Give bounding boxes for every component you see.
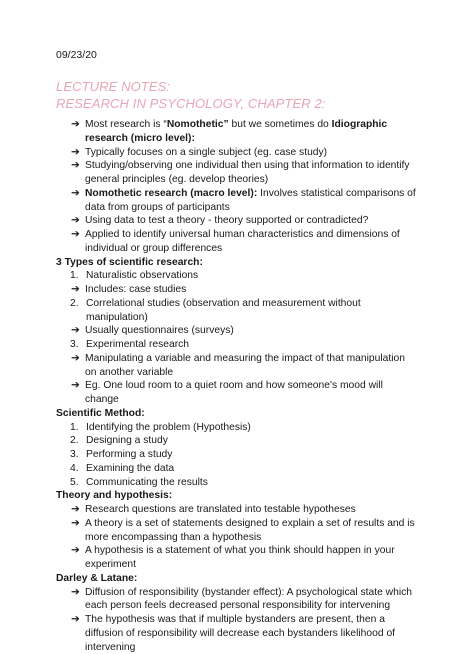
numbered-item xyxy=(56,448,418,462)
arrow-icon: ➔ xyxy=(71,545,80,557)
arrow-icon: ➔ xyxy=(71,586,80,598)
arrow-icon: ➔ xyxy=(71,229,80,240)
arrow-icon: ➔ xyxy=(71,215,80,227)
item-text: Designing a study xyxy=(86,435,168,447)
intro-item xyxy=(56,228,418,256)
item-text: Identifying the problem (Hypothesis) xyxy=(86,421,251,433)
arrow-item xyxy=(56,324,418,338)
intro-item xyxy=(56,187,418,215)
arrow-item xyxy=(56,283,418,297)
arrow-item xyxy=(56,503,418,517)
item-number: 1. xyxy=(70,270,79,282)
item-text: A hypothesis is a statement of what you think should happen in your experiment xyxy=(85,545,395,570)
arrow-item xyxy=(56,379,418,407)
numbered-item xyxy=(56,434,418,448)
numbered-item xyxy=(56,297,418,325)
item-text: The hypothesis was that if multiple bystanders are present, then a diffusion of responsibility will decrease each bystanders likelihood of intervening xyxy=(85,614,396,653)
arrow-icon: ➔ xyxy=(71,160,80,172)
arrow-icon: ➔ xyxy=(71,284,80,295)
numbered-item xyxy=(56,421,418,435)
item-text: A theory is a set of statements designed to explain a set of results and is more encompassing than a hypothesis xyxy=(85,517,415,543)
arrow-item xyxy=(56,517,418,545)
arrow-icon: ➔ xyxy=(71,119,80,130)
text-span: Involves statistical comparisons of data from groups of participants xyxy=(85,187,416,213)
arrow-item xyxy=(56,352,418,380)
title-line-1: LECTURE NOTES: xyxy=(56,79,171,94)
item-text: Manipulating a variable and measuring the impact of that manipulation on another variable xyxy=(85,352,405,378)
numbered-item xyxy=(56,338,418,352)
intro-item-text xyxy=(85,187,418,215)
notes-body xyxy=(56,118,418,654)
item-text: Naturalistic observations xyxy=(86,270,199,282)
numbered-item xyxy=(56,476,418,490)
section-heading-darley: Darley & Latane: xyxy=(56,572,138,584)
intro-item xyxy=(56,214,418,228)
bold-term: Nomothetic” xyxy=(166,119,229,130)
arrow-icon: ➔ xyxy=(71,614,80,625)
item-number: 3. xyxy=(70,449,79,460)
numbered-item xyxy=(56,462,418,476)
item-number: 2. xyxy=(70,297,79,309)
arrow-icon: ➔ xyxy=(71,146,80,158)
bold-term: Nomothetic research (macro level): xyxy=(85,187,258,199)
item-text: Diffusion of responsibility (bystander effect): A psychological state which each person feels decreased personal responsibility for intervening xyxy=(85,586,413,612)
item-number: 2. xyxy=(70,435,79,447)
item-number: 5. xyxy=(70,476,79,488)
item-text: Research questions are translated into testable hypotheses xyxy=(85,504,356,515)
arrow-item xyxy=(56,613,418,654)
arrow-icon: ➔ xyxy=(71,352,80,364)
section-heading-theory: Theory and hypothesis: xyxy=(56,490,173,502)
arrow-icon: ➔ xyxy=(71,325,80,337)
item-number: 1. xyxy=(70,421,79,433)
item-text: Examining the data xyxy=(86,462,175,474)
section-heading-method: Scientific Method: xyxy=(56,407,145,419)
intro-item-text: Typically focuses on a single subject (eg. case study) xyxy=(85,146,328,158)
item-text: Usually questionnaires (surveys) xyxy=(85,325,234,337)
intro-item-text: Applied to identify universal human characteristics and dimensions of individual or group differences xyxy=(85,229,400,254)
text-span: Most research is “ xyxy=(85,119,167,130)
item-number: 3. xyxy=(70,339,79,350)
arrow-icon: ➔ xyxy=(71,504,80,515)
item-text: Performing a study xyxy=(86,449,173,460)
item-text: Eg. One loud room to a quiet room and how someone's mood will change xyxy=(85,380,383,405)
arrow-icon: ➔ xyxy=(71,187,80,199)
arrow-icon: ➔ xyxy=(71,380,80,392)
arrow-item xyxy=(56,586,418,614)
item-text: Correlational studies (observation and measurement without manipulation) xyxy=(86,297,361,323)
item-text: Includes: case studies xyxy=(85,284,187,295)
item-text: Experimental research xyxy=(86,339,190,350)
section-heading-types: 3 Types of scientific research: xyxy=(56,256,203,268)
intro-item-text xyxy=(85,118,418,146)
item-text: Communicating the results xyxy=(86,476,208,488)
intro-item-text: Studying/observing one individual then using that information to identify general principles (eg. develop theories) xyxy=(85,160,410,185)
arrow-item xyxy=(56,544,418,572)
intro-item xyxy=(56,118,418,146)
numbered-item xyxy=(56,269,418,283)
intro-item xyxy=(56,146,418,160)
title-line-2: RESEARCH IN PSYCHOLOGY, CHAPTER 2: xyxy=(56,96,326,111)
intro-item-text: Using data to test a theory - theory supported or contradicted? xyxy=(85,215,369,227)
item-number: 4. xyxy=(70,462,79,474)
bold-term: Idiographic research (micro level): xyxy=(85,119,388,144)
date: 09/23/20 xyxy=(56,49,97,61)
text-span: but we sometimes do xyxy=(228,119,332,130)
intro-item xyxy=(56,159,418,187)
arrow-icon: ➔ xyxy=(71,517,80,529)
